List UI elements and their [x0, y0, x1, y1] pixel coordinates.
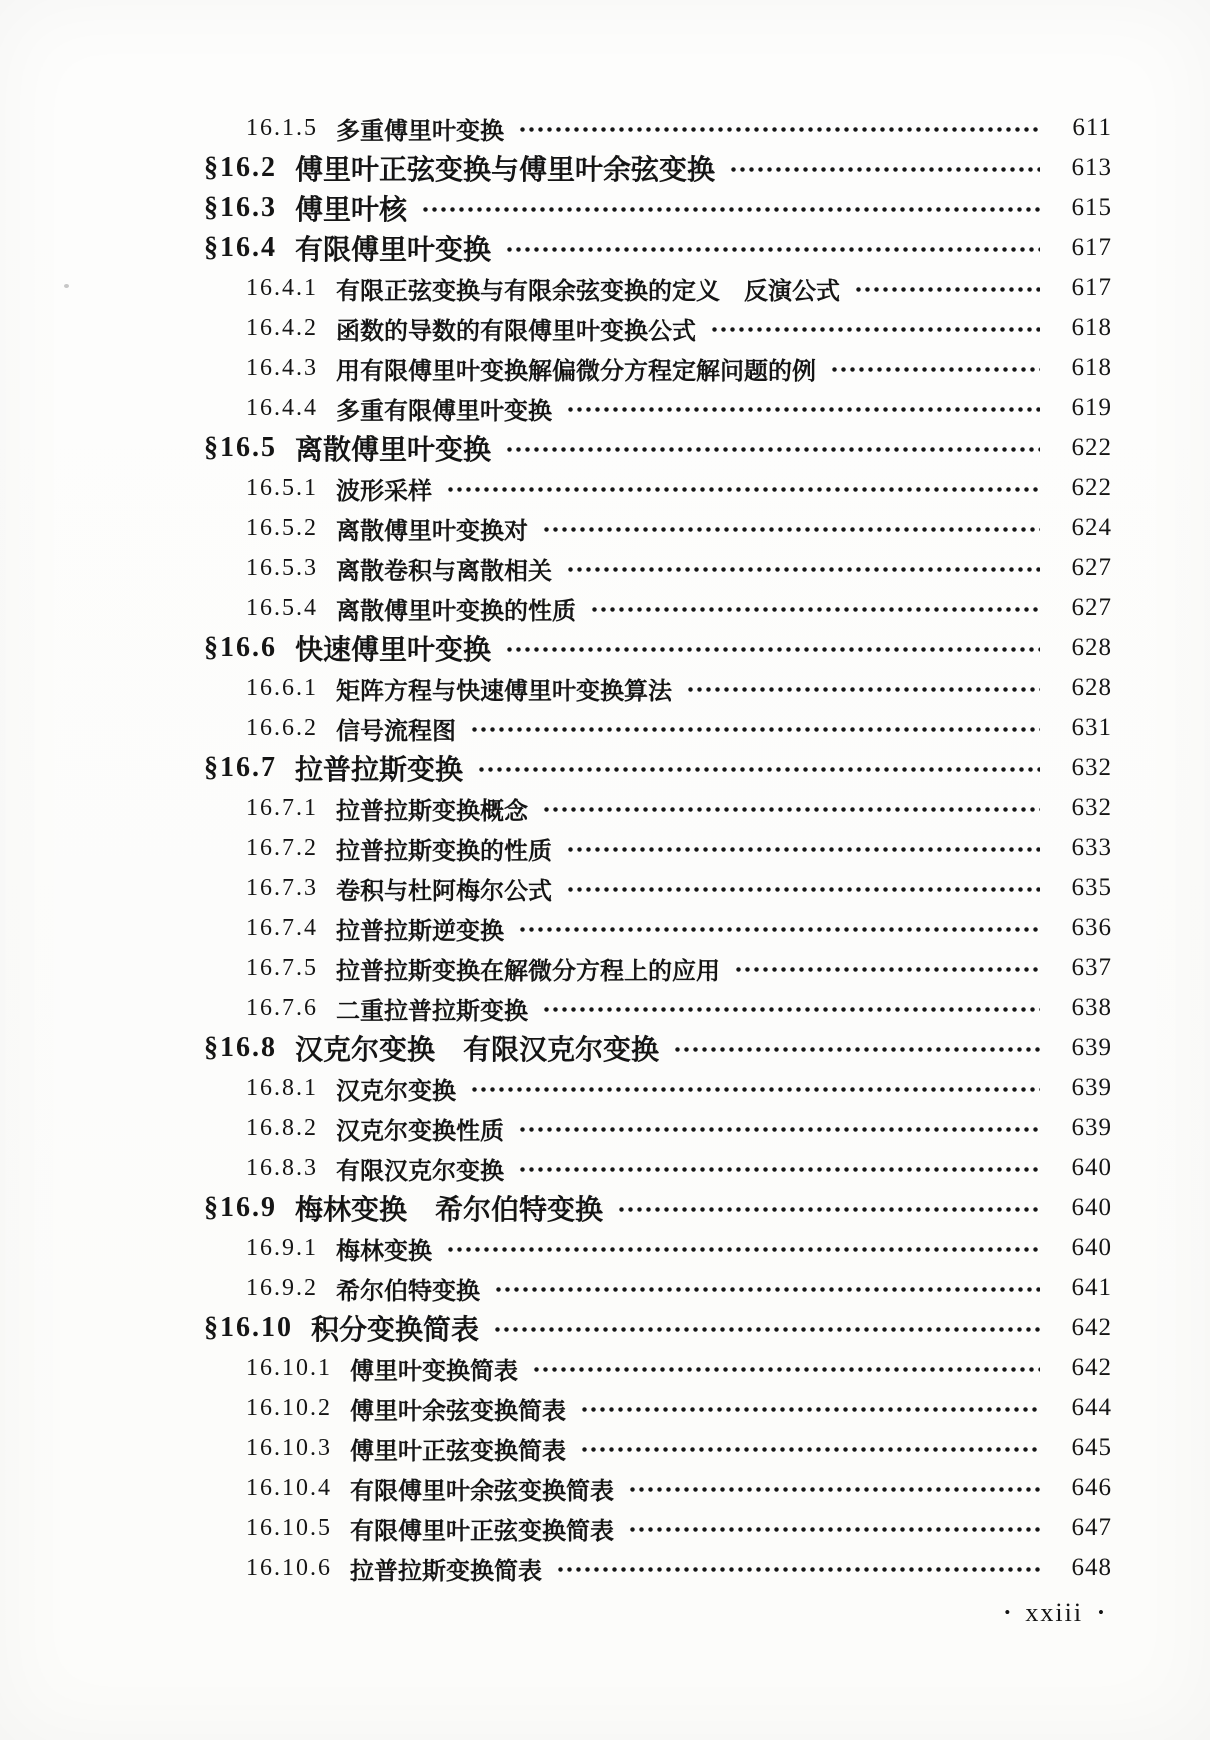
toc-entry-page: 613	[1071, 154, 1112, 181]
dot-leader	[615, 1188, 1040, 1228]
toc-entry-title: 汉克尔变换	[336, 1078, 456, 1105]
toc-entry	[0, 1388, 1210, 1428]
dot-leader	[684, 668, 1040, 708]
toc-entry	[0, 508, 1210, 548]
toc-entry-page: 617	[1071, 274, 1112, 301]
toc-entry-number: §16.5	[204, 432, 277, 463]
dot-leader	[564, 548, 1040, 588]
dot-leader	[530, 1348, 1040, 1388]
toc-entry	[0, 428, 1210, 468]
dot-leader	[503, 628, 1040, 668]
toc-entry-page: 631	[1071, 714, 1112, 741]
dot-leader	[564, 388, 1040, 428]
toc-entry-page: 637	[1071, 954, 1112, 981]
toc-entry	[0, 748, 1210, 788]
toc-entry-number: 16.5.2	[246, 514, 318, 541]
toc-entry	[0, 548, 1210, 588]
toc-entry-number: 16.7.6	[246, 994, 318, 1021]
toc-entry-title: 傅里叶正弦变换与傅里叶余弦变换	[295, 155, 716, 186]
toc-entry-page: 642	[1071, 1314, 1112, 1341]
toc-entry-title: 汉克尔变换性质	[336, 1118, 504, 1145]
dot-leader	[468, 708, 1040, 748]
toc-entry-page: 628	[1071, 674, 1112, 701]
toc-entry-title: 积分变换简表	[311, 1315, 480, 1346]
toc-entry-page: 639	[1071, 1074, 1112, 1101]
toc-entry-title: 拉普拉斯变换简表	[350, 1558, 542, 1585]
toc-entry-page: 622	[1071, 474, 1112, 501]
dot-leader	[475, 748, 1040, 788]
dot-leader	[468, 1068, 1040, 1108]
dot-leader	[540, 988, 1040, 1028]
toc-entry-number: 16.10.2	[246, 1394, 332, 1421]
dot-leader	[554, 1548, 1040, 1588]
toc-entry	[0, 1028, 1210, 1068]
toc-entry-number: 16.4.3	[246, 354, 318, 381]
toc-entry-title: 有限傅里叶余弦变换简表	[350, 1478, 614, 1505]
toc-entry-title: 拉普拉斯变换的性质	[336, 838, 552, 865]
toc-entry-page: 628	[1071, 634, 1112, 661]
dot-leader	[503, 228, 1040, 268]
toc-entry-page: 640	[1071, 1234, 1112, 1261]
toc-entry-page: 632	[1071, 754, 1112, 781]
toc-entry-page: 611	[1072, 114, 1112, 141]
toc-entry-page: 632	[1071, 794, 1112, 821]
toc-entry-page: 633	[1071, 834, 1112, 861]
toc-entry-number: 16.7.5	[246, 954, 318, 981]
toc-entry-number: §16.6	[204, 632, 277, 663]
toc-entry-page: 640	[1071, 1194, 1112, 1221]
toc-entry-number: 16.10.4	[246, 1474, 332, 1501]
toc-entry-number: 16.4.2	[246, 314, 318, 341]
toc-entry-number: 16.7.4	[246, 914, 318, 941]
toc-entry-title: 拉普拉斯变换在解微分方程上的应用	[336, 958, 720, 985]
toc-entry-number: 16.10.5	[246, 1514, 332, 1541]
toc-entry-title: 拉普拉斯变换概念	[336, 798, 528, 825]
dot-leader	[444, 1228, 1040, 1268]
toc-entry	[0, 1188, 1210, 1228]
toc-entry	[0, 388, 1210, 428]
toc-entry	[0, 308, 1210, 348]
dot-leader	[540, 788, 1040, 828]
toc-entry-page: 641	[1071, 1274, 1112, 1301]
dot-leader	[564, 828, 1040, 868]
toc-entry-title: 希尔伯特变换	[336, 1278, 480, 1305]
toc-entry	[0, 1468, 1210, 1508]
toc-entry-number: 16.7.1	[246, 794, 318, 821]
toc-entry-number: §16.7	[204, 752, 277, 783]
dot-leader	[626, 1468, 1040, 1508]
dot-leader	[578, 1388, 1040, 1428]
toc-entry-page: 638	[1071, 994, 1112, 1021]
toc-entry-title: 拉普拉斯变换	[295, 755, 464, 786]
toc-entry-title: 用有限傅里叶变换解偏微分方程定解问题的例	[336, 358, 816, 385]
toc-entry-number: §16.2	[204, 152, 277, 183]
toc-entry-number: §16.10	[204, 1312, 293, 1343]
toc-entry-number: 16.7.2	[246, 834, 318, 861]
dot-leader	[828, 348, 1040, 388]
toc-list	[0, 108, 1210, 1588]
toc-entry	[0, 1228, 1210, 1268]
dot-leader	[588, 588, 1040, 628]
toc-entry-title: 傅里叶核	[295, 195, 408, 226]
toc-entry-page: 618	[1071, 314, 1112, 341]
toc-entry-number: 16.1.5	[246, 114, 318, 141]
toc-entry-title: 函数的导数的有限傅里叶变换公式	[336, 318, 696, 345]
toc-entry-page: 617	[1071, 234, 1112, 261]
toc-entry-title: 离散傅里叶变换	[295, 435, 492, 466]
toc-entry-page: 624	[1071, 514, 1112, 541]
toc-entry	[0, 1308, 1210, 1348]
toc-entry-page: 648	[1071, 1554, 1112, 1581]
toc-entry-page: 615	[1071, 194, 1112, 221]
dot-leader	[671, 1028, 1040, 1068]
toc-entry-page: 640	[1071, 1154, 1112, 1181]
toc-entry-title: 拉普拉斯逆变换	[336, 918, 504, 945]
toc-entry-page: 639	[1071, 1114, 1112, 1141]
toc-entry	[0, 908, 1210, 948]
dot-leader	[516, 908, 1040, 948]
toc-entry-number: 16.6.1	[246, 674, 318, 701]
toc-entry-page: 636	[1071, 914, 1112, 941]
toc-entry-title: 有限汉克尔变换	[336, 1158, 504, 1185]
footer-page-number: xxiii	[1025, 1598, 1084, 1627]
toc-entry	[0, 1108, 1210, 1148]
toc-entry-page: 642	[1071, 1354, 1112, 1381]
footer-right-dot: •	[1098, 1603, 1104, 1622]
toc-entry	[0, 708, 1210, 748]
toc-entry-title: 卷积与杜阿梅尔公式	[336, 878, 552, 905]
toc-entry-number: §16.9	[204, 1192, 277, 1223]
dot-leader	[708, 308, 1040, 348]
toc-entry-title: 傅里叶变换简表	[350, 1358, 518, 1385]
toc-entry-number: §16.8	[204, 1032, 277, 1063]
toc-entry-title: 离散傅里叶变换对	[336, 518, 528, 545]
toc-entry-title: 离散傅里叶变换的性质	[336, 598, 576, 625]
toc-entry-title: 有限傅里叶变换	[295, 235, 492, 266]
toc-entry	[0, 988, 1210, 1028]
toc-entry-title: 信号流程图	[336, 718, 456, 745]
toc-entry-page: 627	[1071, 594, 1112, 621]
toc-entry-number: §16.3	[204, 192, 277, 223]
toc-entry-title: 二重拉普拉斯变换	[336, 998, 528, 1025]
toc-entry-number: 16.5.4	[246, 594, 318, 621]
toc-entry	[0, 1508, 1210, 1548]
toc-entry	[0, 268, 1210, 308]
toc-entry	[0, 1068, 1210, 1108]
toc-entry	[0, 868, 1210, 908]
dot-leader	[492, 1268, 1040, 1308]
toc-entry-title: 多重有限傅里叶变换	[336, 398, 552, 425]
toc-entry-number: 16.10.3	[246, 1434, 332, 1461]
toc-entry	[0, 1548, 1210, 1588]
toc-entry-page: 646	[1071, 1474, 1112, 1501]
toc-entry-page: 619	[1071, 394, 1112, 421]
toc-entry-number: 16.9.1	[246, 1234, 318, 1261]
toc-entry	[0, 668, 1210, 708]
toc-entry-title: 梅林变换 希尔伯特变换	[295, 1195, 604, 1226]
dot-leader	[732, 948, 1040, 988]
dot-leader	[516, 1108, 1040, 1148]
toc-entry-title: 汉克尔变换 有限汉克尔变换	[295, 1035, 660, 1066]
toc-entry-title: 快速傅里叶变换	[295, 635, 492, 666]
toc-entry-page: 644	[1071, 1394, 1112, 1421]
toc-entry	[0, 188, 1210, 228]
dot-leader	[503, 428, 1040, 468]
scan-artifact-speck	[64, 284, 69, 288]
toc-entry-page: 639	[1071, 1034, 1112, 1061]
toc-entry-number: 16.8.2	[246, 1114, 318, 1141]
toc-entry-title: 波形采样	[336, 478, 432, 505]
dot-leader	[516, 1148, 1040, 1188]
toc-entry	[0, 108, 1210, 148]
dot-leader	[516, 108, 1040, 148]
dot-leader	[444, 468, 1040, 508]
toc-entry	[0, 588, 1210, 628]
toc-entry-number: §16.4	[204, 232, 277, 263]
toc-entry-number: 16.4.4	[246, 394, 318, 421]
toc-entry-number: 16.7.3	[246, 874, 318, 901]
toc-entry-page: 635	[1071, 874, 1112, 901]
dot-leader	[419, 188, 1040, 228]
toc-entry-title: 有限傅里叶正弦变换简表	[350, 1518, 614, 1545]
toc-entry-page: 618	[1071, 354, 1112, 381]
toc-entry	[0, 948, 1210, 988]
footer-left-dot: •	[1004, 1603, 1011, 1622]
toc-entry	[0, 348, 1210, 388]
page-footer	[1004, 1598, 1104, 1628]
toc-entry-title: 有限正弦变换与有限余弦变换的定义 反演公式	[336, 278, 840, 305]
toc-entry-page: 647	[1071, 1514, 1112, 1541]
toc-entry-number: 16.4.1	[246, 274, 318, 301]
toc-entry	[0, 228, 1210, 268]
dot-leader	[491, 1308, 1040, 1348]
toc-entry	[0, 1268, 1210, 1308]
dot-leader	[578, 1428, 1040, 1468]
toc-entry-page: 627	[1071, 554, 1112, 581]
toc-entry-title: 梅林变换	[336, 1238, 432, 1265]
toc-entry-number: 16.8.1	[246, 1074, 318, 1101]
toc-entry-number: 16.10.6	[246, 1554, 332, 1581]
toc-entry	[0, 628, 1210, 668]
toc-entry	[0, 468, 1210, 508]
toc-entry	[0, 788, 1210, 828]
toc-entry-title: 多重傅里叶变换	[336, 118, 504, 145]
toc-entry-title: 离散卷积与离散相关	[336, 558, 552, 585]
toc-entry-number: 16.10.1	[246, 1354, 332, 1381]
toc-entry-number: 16.5.3	[246, 554, 318, 581]
dot-leader	[540, 508, 1040, 548]
toc-entry-number: 16.9.2	[246, 1274, 318, 1301]
toc-entry-number: 16.6.2	[246, 714, 318, 741]
toc-entry-title: 傅里叶余弦变换简表	[350, 1398, 566, 1425]
toc-entry	[0, 1428, 1210, 1468]
toc-entry-number: 16.8.3	[246, 1154, 318, 1181]
toc-entry	[0, 148, 1210, 188]
dot-leader	[564, 868, 1040, 908]
toc-entry-title: 傅里叶正弦变换简表	[350, 1438, 566, 1465]
dot-leader	[727, 148, 1040, 188]
dot-leader	[852, 268, 1040, 308]
toc-entry-page: 645	[1071, 1434, 1112, 1461]
toc-entry-number: 16.5.1	[246, 474, 318, 501]
toc-entry-title: 矩阵方程与快速傅里叶变换算法	[336, 678, 672, 705]
toc-entry	[0, 1148, 1210, 1188]
toc-entry-page: 622	[1071, 434, 1112, 461]
toc-entry	[0, 828, 1210, 868]
toc-entry	[0, 1348, 1210, 1388]
dot-leader	[626, 1508, 1040, 1548]
